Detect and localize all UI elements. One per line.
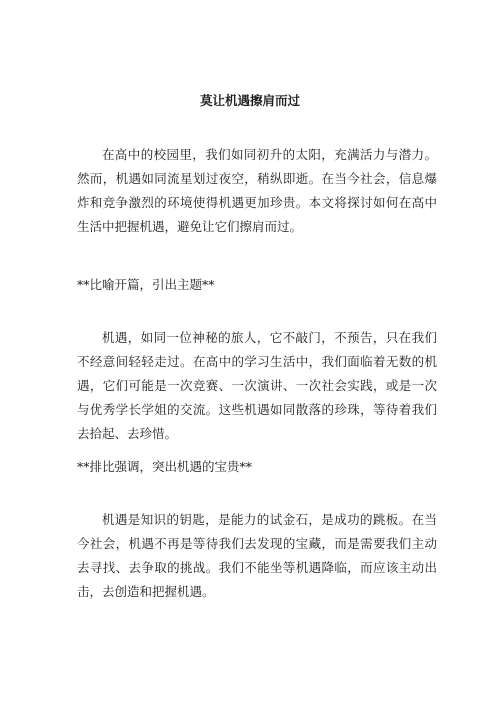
section-heading-parallelism: **排比强调，突出机遇的宝贵** — [77, 459, 253, 474]
paragraph-intro: 在高中的校园里，我们如同初升的太阳，充满活力与潜力。然而，机遇如同流星划过夜空，稍纵即逝。在当今社会，信息爆炸和竞争激烈的环境使得机遇更加珍贵。本文将探讨如何在高中生活中把握机遇，避免让它们擦肩而过。 — [77, 147, 437, 234]
section-heading-metaphor: **比喻开篇，引出主题** — [77, 277, 215, 292]
document-title: 莫让机遇擦肩而过 — [199, 93, 300, 108]
paragraph-parallelism: 机遇是知识的钥匙，是能力的试金石，是成功的跳板。在当今社会，机遇不再是等待我们去发现的宝藏，而是需要我们主动去寻找、去争取的挑战。我们不能坐等机遇降临，而应该主动出击，去创造和把握机遇。 — [77, 512, 437, 599]
paragraph-metaphor: 机遇，如同一位神秘的旅人，它不敲门，不预告，只在我们不经意间轻轻走过。在高中的学习生活中，我们面临着无数的机遇，它们可能是一次竞赛、一次演讲、一次社会实践，或是一次与优秀学长学姐的交流。这些机遇如同散落的珍珠，等待着我们去拾起、去珍惜。 — [77, 330, 437, 441]
